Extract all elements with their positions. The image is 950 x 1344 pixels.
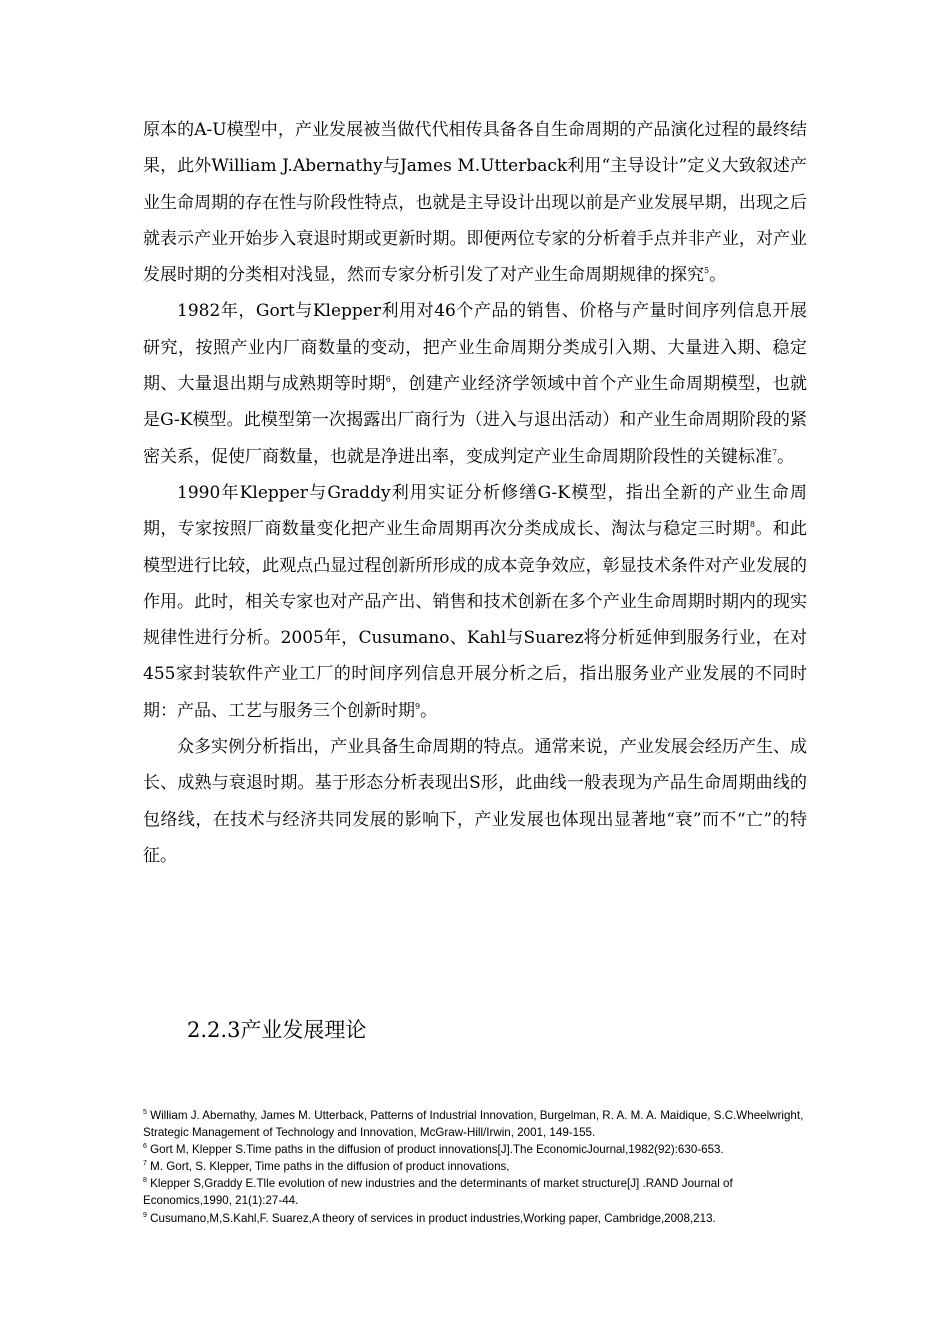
footnote-8: $^8$ Klepper S,Graddy E.Tlle evolution of new industries and the determinants of market structure[J] .RAND Journal of Economics,1990, 21(1):27-44. — [143, 1177, 733, 1208]
paragraph-conclusion: 众多实例分析指出，产业具备生命周期的特点。通常来说，产业发展会经历产生、成长、成熟与衰退时期。基于形态分析表现出S形，此曲线一般表现为产品生命周期曲线的包络线，在技术与经济共同发展的影响下，产业发展也体现出显著地“衰”而不“亡”的特征。 — [143, 737, 807, 866]
section-heading: 2.2.3产业发展理论 — [187, 1018, 367, 1042]
footnotes — [143, 1107, 823, 1227]
paragraph-gk-model: 1982年，Gort与Klepper利用对46个产品的销售、价格与产量时间序列信息开展研究，按照产业内厂商数量的变动，把产业生命周期分类成引入期、大量进入期、稳定期、大量退出期与成熟期等时期$^6$，创建产业经济学领域中首个产业生命周期模型，也就是G-K模型。此模型第一次揭露出厂商行为（进入与退出活动）和产业生命周期阶段的紧密关系，促使厂商数量，也就是净进出率，变成判定产业生命周期阶段性的关键标准$^7$。 — [143, 301, 808, 467]
footnote-ref-5[interactable]: 5 — [704, 266, 710, 276]
footnote-ref-6[interactable]: 6 — [385, 375, 391, 385]
footnote-6: $^6$ Gort M, Klepper S.Time paths in the diffusion of product innovations[J].The EconomicJournal,1982(92):630-653. — [143, 1143, 724, 1157]
paragraph-klepper-graddy: 1990年Klepper与Graddy利用实证分析修缮G-K模型，指出全新的产业生命周期，专家按照厂商数量变化把产业生命周期再次分类成成长、淘汰与稳定三时期$^8$。和此模型进行比较，此观点凸显过程创新所形成的成本竞争效应，彰显技术条件对产业发展的作用。此时，相关专家也对产品产出、销售和技术创新在多个产业生命周期时期内的现实规律性进行分析。2005年，Cusumano、Kahl与Suarez将分析延伸到服务行业，在对455家封装软件产业工厂的时间序列信息开展分析之后，指出服务业产业发展的不同时期：产品、工艺与服务三个创新时期$^9$。 — [143, 482, 808, 721]
body-text — [143, 112, 807, 874]
footnote-5: $^5$ William J. Abernathy, James M. Utterback, Patterns of Industrial Innovation, Burgelman, R. A. M. A. Maidique, S.C.Wheelwright, Strategic Management of Technology and Innovation, McGraw-Hill/Irwin, 2001, 149-155. — [143, 1109, 804, 1140]
footnote-ref-7[interactable]: 7 — [772, 447, 778, 457]
footnote-ref-8[interactable]: 8 — [749, 520, 755, 530]
footnote-7: $^7$ M. Gort, S. Klepper, Time paths in the diffusion of product innovations, — [143, 1160, 510, 1174]
footnote-9: $^9$ Cusumano,M,S.Kahl,F. Suarez,A theory of services in product industries,Working paper, Cambridge,2008,213. — [143, 1211, 716, 1225]
footnote-ref-9[interactable]: 9 — [415, 701, 421, 711]
paragraph-au-model: 原本的A-U模型中，产业发展被当做代代相传具备各自生命周期的产品演化过程的最终结果，此外William J.Abernathy与James M.Utterback利用“主导设计”定义大致叙述产业生命周期的存在性与阶段性特点，也就是主导设计出现以前是产业发展早期，出现之后就表示产业开始步入衰退时期或更新时期。即便两位专家的分析着手点并非产业，对产业发展时期的分类相对浅显，然而专家分析引发了对产业生命周期规律的探究$^5$。 — [143, 120, 807, 286]
